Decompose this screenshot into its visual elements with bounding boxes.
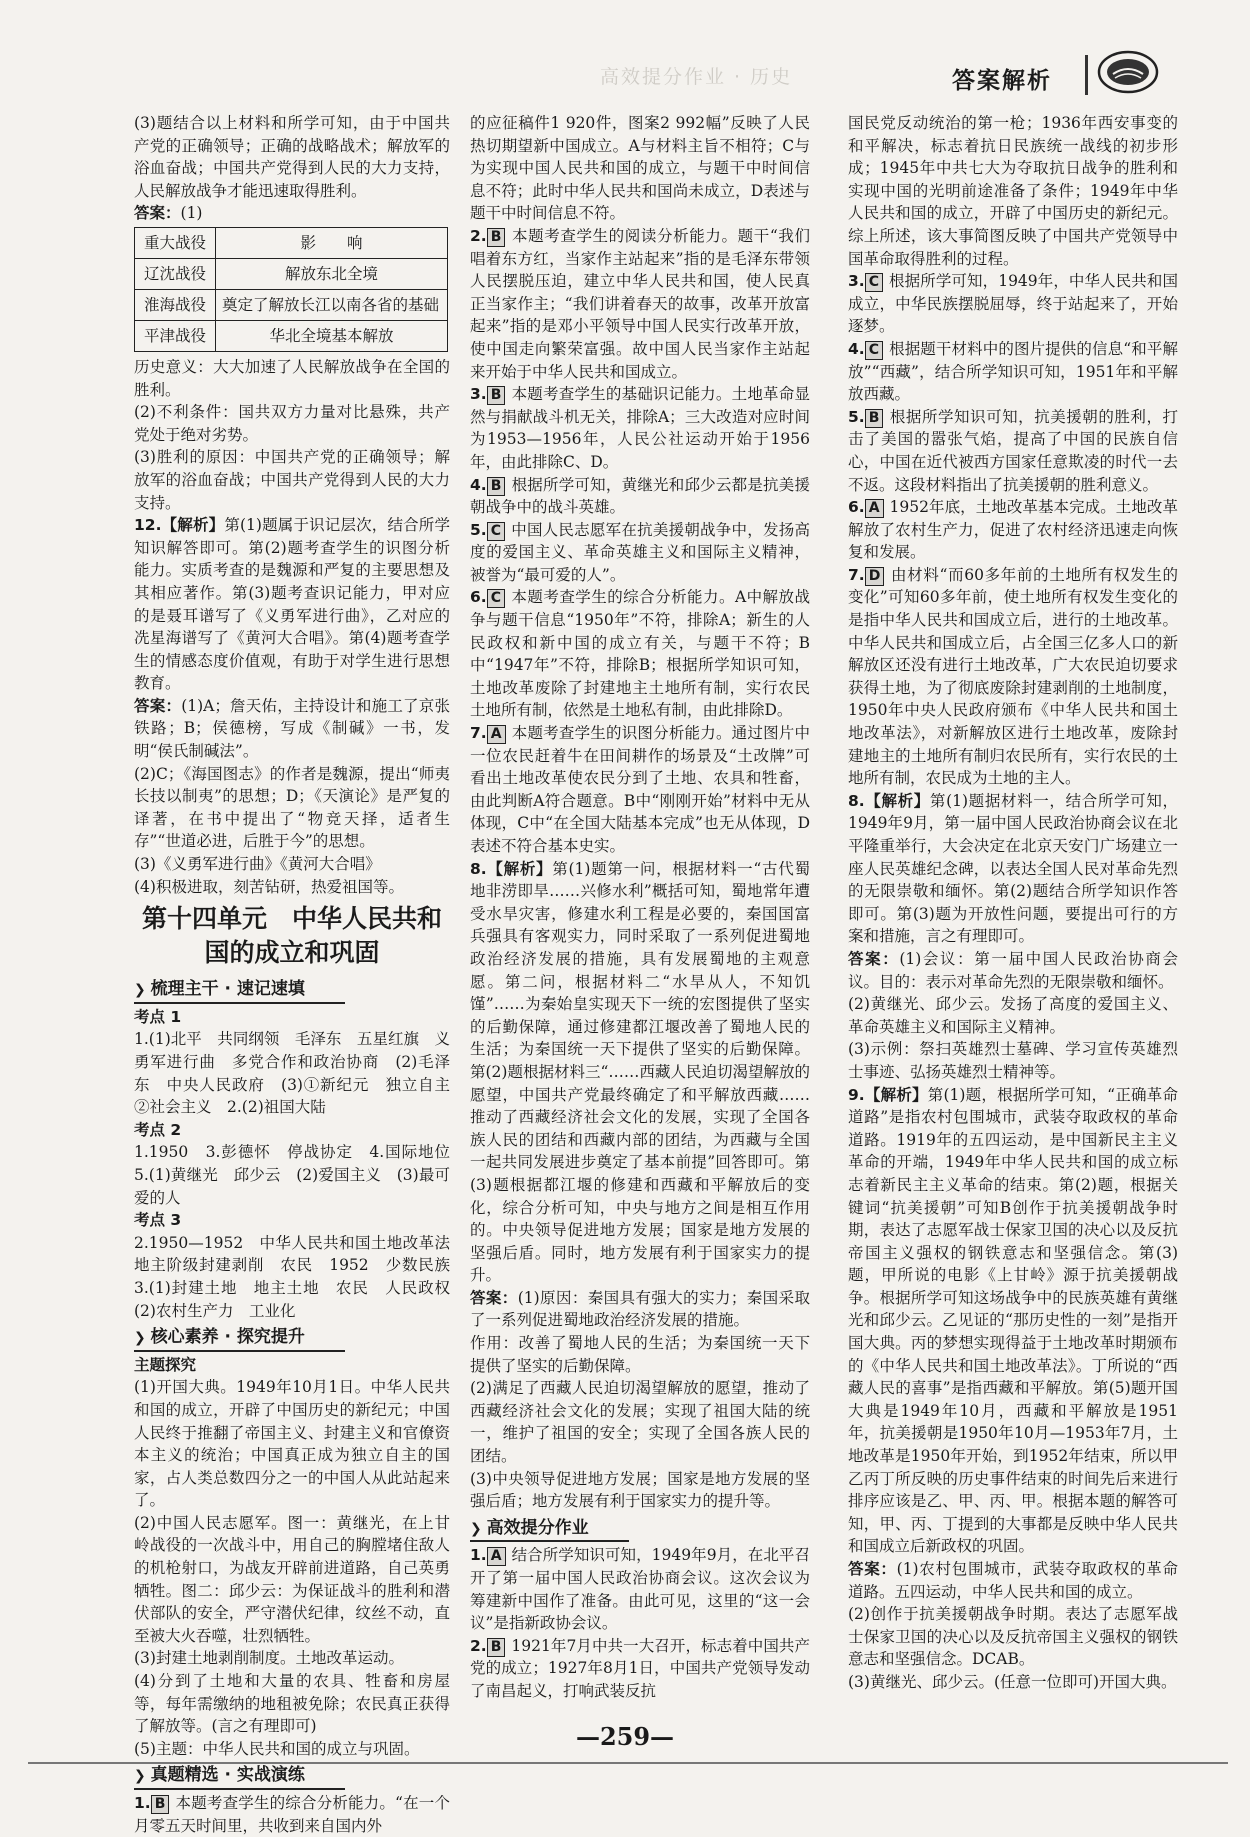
bottom-rule bbox=[28, 1762, 1228, 1764]
answer-box: B bbox=[151, 1795, 170, 1814]
table-cell: 华北全境基本解放 bbox=[216, 320, 448, 351]
answer-line: 答案：(1) bbox=[134, 204, 203, 223]
circular-book-logo-icon bbox=[1097, 50, 1159, 94]
paragraph: (3)胜利的原因：中国共产党的正确领导；解放军的浴血奋战；中国共产党得到人民的大力支持。 bbox=[134, 448, 450, 512]
question-item: 7. D 由材料“而60多年前的土地所有权发生的变化”可知60多年前，使土地所有权发生变化的是指中华人民共和国成立后，进行的土地改革。中华人民共和国成立后，占全国三亿多人口的新解放区还没有进行土地改革，广大农民迫切要求获得土地，为了彻底废除封建剥削的土地制度，1950年中央人民政府颁布《中华人民共和国土地改革法》，对新解放区进行土地改革，废除封建地主的土地所有制归农民所有，实行农民的土地所有制，农民成为土地的主人。 bbox=[848, 565, 1178, 788]
question-item: 8.【解析】第(1)题据材料一，结合所学可知，1949年9月，第一届中国人民政治协商会议在北平隆重举行，大会决定在北京天安门广场建立一座人民英雄纪念碑，以表达全国人民对革命先烈的无限崇敬和缅怀。第(2)题结合所学知识作答即可。第(3)题为开放性问题，要提出可行的方案和措施，言之有理即可。 bbox=[848, 791, 1178, 946]
answer-box: A bbox=[487, 725, 506, 744]
question-12: 12.【解析】第(1)题属于识记层次，结合所学知识解答即可。第(2)题考查学生的识图分析能力。实质考查的是魏源和严复的主要思想及其相应著作。第(3)题考查识记能力，甲对应的是聂耳谱写了《义勇军进行曲》，乙对应的冼星海谱写了《黄河大合唱》。第(4)题考查学生的情感态度价值观，有助于对学生进行思想教育。 bbox=[134, 516, 450, 693]
table-cell: 奠定了解放长江以南各省的基础 bbox=[216, 289, 448, 320]
question-item: 2. B 1921年7月中共一大召开，标志着中国共产党的成立；1927年8月1日，中国共产党领导发动了南昌起义，打响武装反抗 bbox=[470, 1636, 810, 1700]
question-item: 1. A 结合所学知识可知，1949年9月，在北平召开了第一届中国人民政治协商会议。这次会议为筹建新中国作了准备。由此可见，这里的“这一会议”是指新政协会议。 bbox=[470, 1546, 810, 1633]
table-header-row bbox=[135, 227, 448, 258]
question-item: 3. C 根据所学可知，1949年，中华人民共和国成立，中华民族摆脱屈辱，终于站起来了，开始逐梦。 bbox=[848, 272, 1178, 336]
paragraph: 的应征稿件1 920件，图案2 992幅”反映了人民热切期望新中国成立。A与材料主旨不相符；C与为实现中国人民共和国的成立，与题干中时间信息不符；此时中华人民共和国尚未成立，D表述与题干中时间信息不符。 bbox=[470, 114, 810, 223]
answer-line: 答案：(1)农村包围城市，武装夺取政权的革命道路。五四运动，中华人民共和国的成立。 bbox=[848, 1560, 1178, 1601]
answer-box: C bbox=[487, 589, 505, 608]
table-row bbox=[135, 258, 448, 289]
answer-box: B bbox=[487, 386, 506, 405]
paragraph: (3)中央领导促进地方发展；国家是地方发展的坚强后盾；地方发展有利于国家实力的提升等。 bbox=[470, 1469, 810, 1511]
answer-box: B bbox=[487, 477, 506, 496]
paragraph: 1.(1)北平 共同纲领 毛泽东 五星红旗 义勇军进行曲 多党合作和政治协商 (2)毛泽东 中央人民政府 (3)①新纪元 独立自主 ②社会主义 2.(2)祖国大陆 bbox=[134, 1030, 466, 1117]
question-item: 6. A 1952年底，土地改革基本完成。土地改革解放了农村生产力，促进了农村经济迅速走向恢复和发展。 bbox=[848, 498, 1178, 562]
answer-line: 答案：(1)原因：秦国具有强大的实力；秦国采取了一系列促进蜀地政治经济发展的措施。 bbox=[470, 1288, 810, 1330]
table-cell: 辽沈战役 bbox=[135, 258, 216, 289]
question-item: 8.【解析】第(1)题第一问，根据材料一“古代蜀地非涝即旱……兴修水利”概括可知，蜀地常年遭受水旱灾害，修建水利工程是必要的，秦国国富兵强具有客观实力，同时采取了一系列促进蜀地政治经济发展的措施，具有发展蜀地的主观意愿。第二问，根据材料二“水旱从人，不知饥馑”……为秦始皇实现天下一统的宏图提供了坚实的后勤保障，通过修建都江堰改善了蜀地人民的生活；为秦国统一天下提供了坚实的后勤保障。第(2)题根据材料三“……西藏人民迫切渴望解放的愿望，中国共产党最终确定了和平解放西藏……推动了西藏经济社会文化的发展，实现了全国各族人民的团结和西藏内部的团结，为西藏与全国一起共同发展进步奠定了基本前提”回答即可。第(3)题根据都江堰的修建和西藏和平解放后的变化，综合分析可知，中央与地方之间是相互作用的。中央领导促进地方发展；国家是地方发展的坚强后盾。同时，地方发展有利于国家实力的提升。 bbox=[470, 859, 810, 1285]
section-heading: ❯ 高效提分作业 bbox=[470, 1517, 629, 1543]
question-item: 3. B 本题考查学生的基础识记能力。土地革命显然与捐献战斗机无关，排除A；三大改造对应时间为1953—1956年，人民公社运动开始于1956年，由此排除C、D。 bbox=[470, 385, 810, 471]
table-header-cell: 重大战役 bbox=[135, 227, 216, 258]
paragraph: (2)创作于抗美援朝战争时期。表达了志愿军战士保家卫国的决心以及反抗帝国主义强权的钢铁意志和坚强信念。DCAB。 bbox=[848, 1605, 1178, 1669]
answer-box: B bbox=[865, 409, 884, 428]
answer-box: D bbox=[865, 567, 885, 586]
answer-line: 答案：(1)会议：第一届中国人民政治协商会议。目的：表示对革命先烈的无限崇敬和缅怀。 bbox=[848, 949, 1178, 991]
section-heading: ❯ 真题精选 · 实战演练 bbox=[134, 1764, 345, 1790]
paragraph: 作用：改善了蜀地人民的生活；为秦国统一天下提供了坚实的后勤保障。 bbox=[470, 1334, 810, 1375]
point-label: 考点 2 bbox=[134, 1120, 182, 1139]
table-cell: 平津战役 bbox=[135, 320, 216, 351]
page-number: —259— bbox=[575, 1722, 675, 1751]
answer-box: A bbox=[487, 1547, 506, 1566]
table-row bbox=[135, 289, 448, 320]
question-item: 2. B 本题考查学生的阅读分析能力。题干“我们唱着东方红，当家作主站起来”指的是毛泽东带领人民摆脱压迫，建立中华人民共和国，使人民真正当家作主；“我们讲着春天的故事，改革开放富起来”指的是邓小平领导中国人民实行改革开放，使中国走向繁荣富强。故中国人民当家作主站起来开始于中华人民共和国成立。 bbox=[470, 226, 810, 381]
question-item: 7. A 本题考查学生的识图分析能力。通过图片中一位农民赶着牛在田间耕作的场景及“土改牌”可看出土地改革使农民分到了土地、农具和牲畜，由此判断A符合题意。B中“刚刚开始”材料中无从体现，C中“在全国大陆基本完成”也无从体现，D表述不符合基本史实。 bbox=[470, 724, 810, 855]
paragraph: (2)C；《海国图志》的作者是魏源，提出“师夷长技以制夷”的思想；D；《天演论》是严复的译著，在书中提出了“物竞天择，适者生存”“世道必进，后胜于今”的思想。 bbox=[134, 764, 450, 851]
question-item: 4. B 根据所学可知，黄继光和邱少云都是抗美援朝战争中的战斗英雄。 bbox=[470, 475, 810, 517]
answer-box: A bbox=[865, 499, 884, 518]
table-row bbox=[135, 320, 448, 351]
paragraph: (2)黄继光、邱少云。发扬了高度的爱国主义、革命英雄主义和国际主义精神。 bbox=[848, 995, 1178, 1036]
paragraph: (4)积极进取，刻苦钻研，热爱祖国等。 bbox=[134, 877, 404, 896]
header-divider bbox=[1085, 55, 1088, 95]
table-cell: 淮海战役 bbox=[135, 289, 216, 320]
paragraph: (5)主题：中华人民共和国的成立与巩固。 bbox=[134, 1739, 420, 1758]
paragraph: 历史意义：大大加速了人民解放战争在全国的胜利。 bbox=[134, 357, 450, 399]
paragraph: (3)题结合以上材料和所学可知，由于中国共产党的正确领导；正确的战略战术；解放军的浴血奋战；中国共产党得到人民的大力支持，人民解放战争才能迅速取得胜利。 bbox=[134, 114, 450, 200]
question-item: 1. B 本题考查学生的综合分析能力。“在一个月零五天时间里，共收到来自国内外 bbox=[134, 1794, 450, 1835]
section-heading: ❯ 核心素养 · 探究提升 bbox=[134, 1326, 345, 1352]
section-heading: ❯ 梳理主干 · 速记速填 bbox=[134, 978, 345, 1004]
table-cell: 解放东北全境 bbox=[216, 258, 448, 289]
paragraph: (1)开国大典。1949年10月1日。中华人民共和国的成立，开辟了中国历史的新纪元；中国人民终于推翻了帝国主义、封建主义和官僚资本主义的统治；中国真正成为独立自主的国家，占人类总数四分之一的中国人从此站起来了。 bbox=[134, 1378, 450, 1510]
header-title: 答案解析 bbox=[952, 68, 1052, 94]
paragraph: (2)不利条件：国共双方力量对比悬殊，共产党处于绝对劣势。 bbox=[134, 403, 450, 444]
faded-header-text: 高效提分作业 · 历史 bbox=[600, 66, 793, 88]
battle-table bbox=[134, 227, 448, 352]
answer-box: B bbox=[487, 228, 506, 247]
paragraph: 1.1950 3.彭德怀 停战协定 4.国际地位 5.(1)黄继光 邱少云 (2)爱国主义 (3)最可爱的人 bbox=[134, 1143, 466, 1207]
question-item: 5. C 中国人民志愿军在抗美援朝战争中，发扬高度的爱国主义、革命英雄主义和国际主义精神，被誉为“最可爱的人”。 bbox=[470, 520, 810, 584]
question-item: 4. C 根据题干材料中的图片提供的信息“和平解放”“西藏”，结合所学知识可知，1951年和平解放西藏。 bbox=[848, 339, 1178, 404]
column-left bbox=[134, 112, 466, 1837]
topic-label: 主题探究 bbox=[134, 1355, 197, 1374]
table-header-cell: 影 响 bbox=[216, 227, 448, 258]
page-header bbox=[0, 0, 1250, 110]
question-item: 6. C 本题考查学生的综合分析能力。A中解放战争与题干信息“1950年”不符，排除A；新生的人民政权和新中国的成立有关，与题干不符；B中“1947年”不符，排除B；根据所学知识可知，土地改革废除了封建地主土地所有制，实行农民土地所有制，依然是土地私有制，由此排除D。 bbox=[470, 588, 810, 720]
paragraph: (3)封建土地剥削制度。土地改革运动。 bbox=[134, 1649, 404, 1668]
point-label: 考点 3 bbox=[134, 1211, 182, 1230]
paragraph: (2)满足了西藏人民迫切渴望解放的愿望，推动了西藏经济社会文化的发展；实现了祖国大陆的统一，维护了祖国的安全；实现了全国各族人民的团结。 bbox=[470, 1379, 810, 1466]
answer-box: C bbox=[487, 522, 505, 541]
point-label: 考点 1 bbox=[134, 1007, 182, 1026]
paragraph: (2)中国人民志愿军。图一：黄继光，在上甘岭战役的一次战斗中，用自己的胸膛堵住敌人的机枪射口，为战友开辟前进道路，自己英勇牺牲。图二：邱少云：为保证战斗的胜利和潜伏部队的安全，严守潜伏纪律，纹丝不动，直至被大火吞噬，壮烈牺牲。 bbox=[134, 1513, 450, 1645]
answer-box: B bbox=[487, 1638, 506, 1657]
answer-box: C bbox=[865, 341, 883, 360]
answer-box: C bbox=[865, 273, 883, 292]
question-item: 9.【解析】第(1)题，根据所学可知，“正确革命道路”是指农村包围城市，武装夺取政权的革命道路。1919年的五四运动，是中国新民主主义革命的开端，1949年中华人民共和国的成立标志着新民主主义革命的结束。第(2)题，根据关键词“抗美援朝”可知B创作于抗美援朝战争时期，表达了志愿军战士保家卫国的决心以及反抗帝国主义强权的钢铁意志和坚强信念。第(3)题，甲所说的电影《上甘岭》源于抗美援朝战争。根据所学可知这场战争中的民族英雄有黄继光和邱少云。乙见证的“那历史性的一刻”是指开国大典。丙的梦想实现得益于土地改革时期颁布的《中华人民共和国土地改革法》。丁所说的“西藏人民的喜事”是指西藏和平解放。第(5)题开国大典是1949年10月，西藏和平解放是1951年，抗美援朝是1950年10月—1953年7月，土地改革是1950年开始，到1952年结束，所以甲乙丙丁所反映的历史事件结束的时间先后来进行排序应该是乙、甲、丙、甲。根据本题的解答可知，甲、丙、丁提到的大事都是反映中华人民共和国成立后新政权的巩固。 bbox=[848, 1085, 1178, 1556]
paragraph: (3)《义勇军进行曲》《黄河大合唱》 bbox=[134, 855, 381, 874]
answer-line: 答案：(1)A；詹天佑，主持设计和施工了京张铁路；B；侯德榜，写成《制碱》一书，发明“侯氏制碱法”。 bbox=[134, 696, 450, 761]
column-middle bbox=[470, 112, 810, 1703]
paragraph: (3)黄继光、邱少云。(任意一位即可)开国大典。 bbox=[848, 1672, 1177, 1691]
column-right bbox=[848, 112, 1178, 1694]
paragraph: 2.1950—1952 中华人民共和国土地改革法 地主阶级封建剥削 农民 1952 少数民族 3.(1)封建土地 地主土地 农民 人民政权 (2)农村生产力 工业化 bbox=[134, 1233, 466, 1320]
paragraph: (3)示例：祭扫英雄烈士墓碑、学习宣传英雄烈士事迹、弘扬英雄烈士精神等。 bbox=[848, 1040, 1178, 1081]
paragraph: 国民党反动统治的第一枪；1936年西安事变的和平解决，标志着抗日民族统一战线的初步形成；1945年中共七大为夺取抗日战争的胜利和实现中国的光明前途准备了条件；1949年中华人民共和国的成立，开辟了中国历史的新纪元。综上所述，该大事简图反映了中国共产党领导中国革命取得胜利的过程。 bbox=[848, 114, 1178, 268]
paragraph: (4)分到了土地和大量的农具、牲畜和房屋等，每年需缴纳的地租被免除；农民真正获得了解放等。(言之有理即可) bbox=[134, 1672, 450, 1736]
question-item: 5. B 根据所学知识可知，抗美援朝的胜利，打击了美国的嚣张气焰，提高了中国的民族自信心，中国在近代被西方国家任意欺凌的时代一去不返。这段材料指出了抗美援朝的胜利意义。 bbox=[848, 407, 1178, 494]
unit-title: 第十四单元 中华人民共和国的成立和巩固 bbox=[141, 904, 442, 968]
